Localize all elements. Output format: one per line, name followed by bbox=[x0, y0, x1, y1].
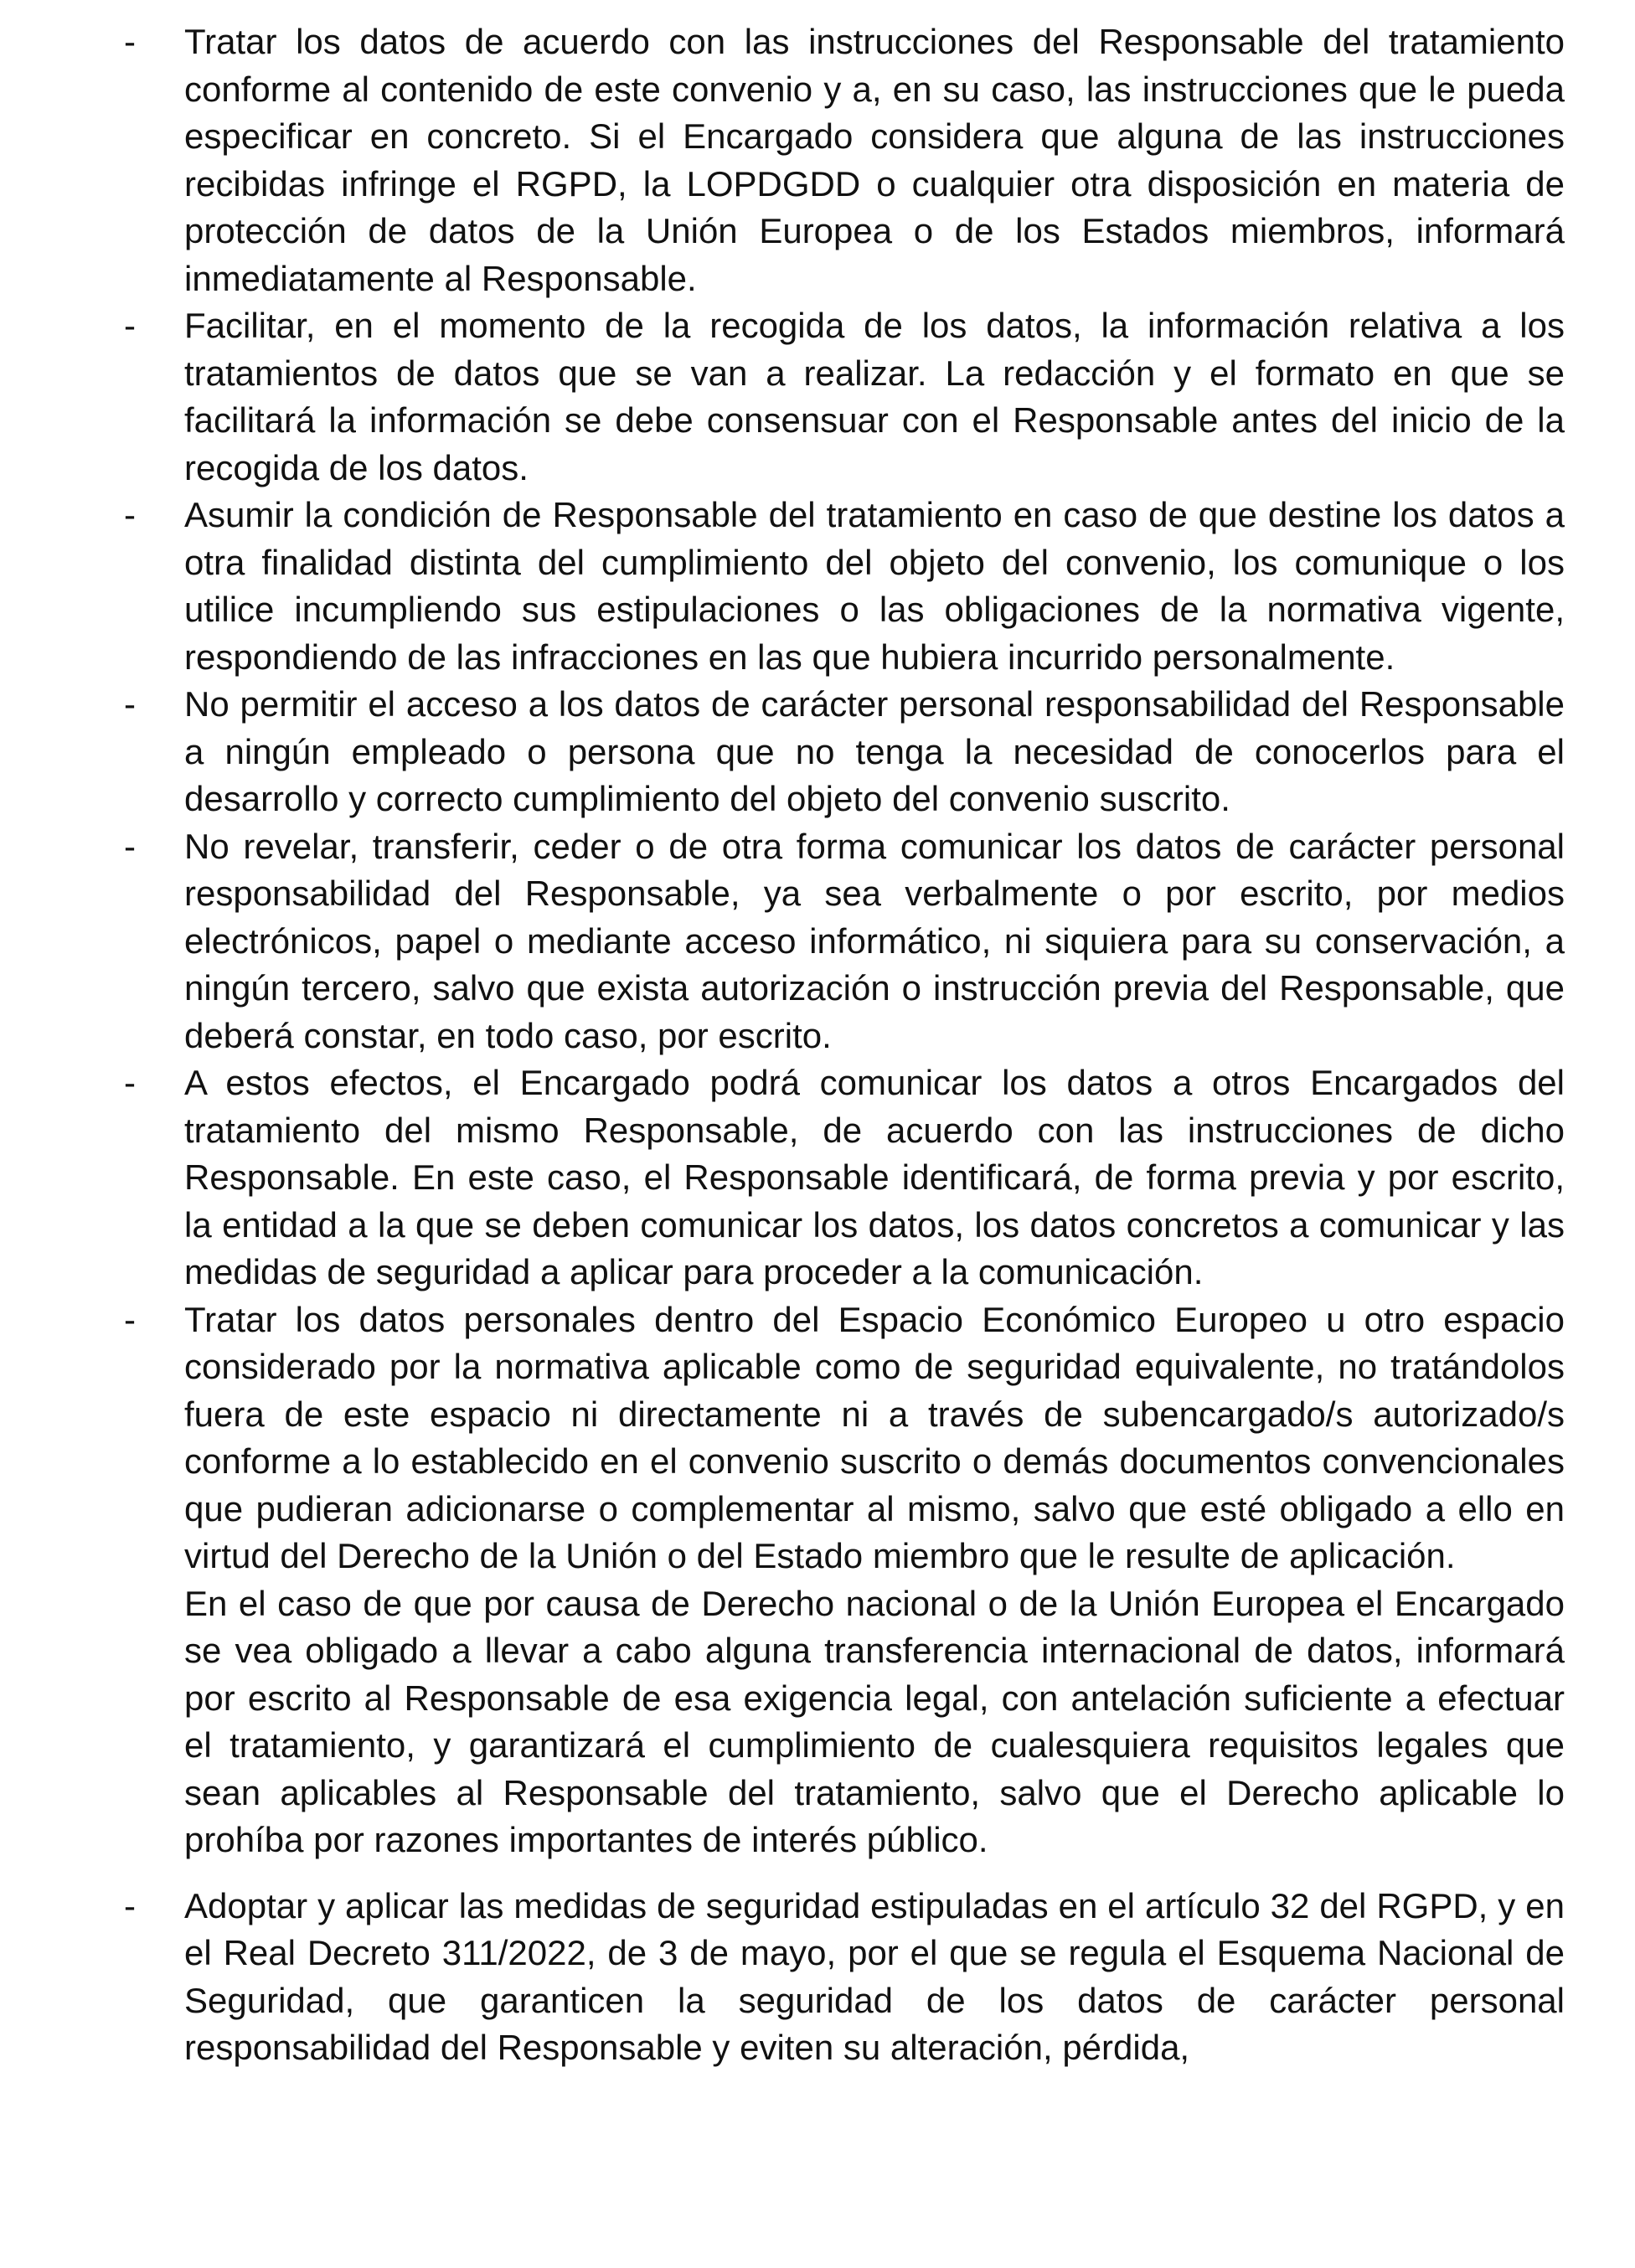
obligations-list bbox=[124, 18, 1565, 2072]
bullet-dash: - bbox=[124, 22, 136, 61]
bullet-dash: - bbox=[124, 684, 136, 724]
list-item bbox=[124, 823, 1565, 1060]
item-text: Tratar los datos de acuerdo con las instrucciones del Responsable del tratamiento conforme al contenido de este convenio y a, en su caso, las instrucciones que le pueda especificar en concreto. Si el Encargado considera que alguna de las instrucciones recibidas infringe el RGPD, la LOPDGDD o cualquier otra disposición en materia de protección de datos de la Unión Europea o de los Estados miembros, informará inmediatamente al Responsable. bbox=[184, 22, 1565, 298]
item-text: Adoptar y aplicar las medidas de seguridad estipuladas en el artículo 32 del RGPD, y en el Real Decreto 311/2022, de 3 de mayo, por el que se regula el Esquema Nacional de Seguridad, que garanticen la seguridad de los datos de carácter personal responsabilidad del Responsable y eviten su alteración, pérdida, bbox=[184, 1885, 1565, 2067]
item-text: Facilitar, en el momento de la recogida de los datos, la información relativa a los tratamientos de datos que se van a realizar. La redacción y el formato en que se facilitará la información se debe consensuar con el Responsable antes del inicio de la recogida de los datos. bbox=[184, 306, 1565, 487]
continuation-paragraph: En el caso de que por causa de Derecho nacional o de la Unión Europea el Encargado se vea obligado a llevar a cabo alguna transferencia internacional de datos, informará por escrito al Responsable de esa exigencia legal, con antelación suficiente a efectuar el tratamiento, y garantizará el cumplimiento de cualesquiera requisitos legales que sean aplicables al Responsable del tratamiento, salvo que el Derecho aplicable lo prohíba por razones importantes de interés público. bbox=[184, 1583, 1565, 1859]
list-item bbox=[124, 1296, 1565, 1580]
item-text: No revelar, transferir, ceder o de otra forma comunicar los datos de carácter personal responsabilidad del Responsable, ya sea verbalmente o por escrito, por medios electrónicos, papel o mediante acceso informático, ni siquiera para su conservación, a ningún tercero, salvo que exista autorización o instrucción previa del Responsable, que deberá constar, en todo caso, por escrito. bbox=[184, 826, 1565, 1055]
bullet-dash: - bbox=[124, 1885, 136, 1925]
bullet-dash: - bbox=[124, 306, 136, 345]
item-text: Asumir la condición de Responsable del tratamiento en caso de que destine los datos a otra finalidad distinta del cumplimiento del objeto del convenio, los comunique o los utilice incumpliendo sus estipulaciones o las obligaciones de la normativa vigente, respondiendo de las infracciones en las que hubiera incurrido personalmente. bbox=[184, 495, 1565, 677]
bullet-dash: - bbox=[124, 1299, 136, 1339]
item-text: A estos efectos, el Encargado podrá comunicar los datos a otros Encargados del tratamiento del mismo Responsable, de acuerdo con las instrucciones de dicho Responsable. En este caso, el Responsable identificará, de forma previa y por escrito, la entidad a la que se deben comunicar los datos, los datos concretos a comunicar y las medidas de seguridad a aplicar para proceder a la comunicación. bbox=[184, 1063, 1565, 1291]
list-item bbox=[124, 302, 1565, 492]
item-text: No permitir el acceso a los datos de carácter personal responsabilidad del Responsable a ningún empleado o persona que no tenga la necesidad de conocerlos para el desarrollo y correcto cumplimiento del objeto del convenio suscrito. bbox=[184, 684, 1565, 818]
bullet-dash: - bbox=[124, 495, 136, 534]
list-item bbox=[124, 18, 1565, 302]
bullet-dash: - bbox=[124, 826, 136, 866]
list-item bbox=[124, 1883, 1565, 2072]
item-text: Tratar los datos personales dentro del Espacio Económico Europeo u otro espacio considerado por la normativa aplicable como de seguridad equivalente, no tratándolos fuera de este espacio ni directamente ni a través de subencargado/s autorizado/s conforme a lo establecido en el convenio suscrito o demás documentos convencionales que pudieran adicionarse o complementar al mismo, salvo que esté obligado a ello en virtud del Derecho de la Unión o del Estado miembro que le resulte de aplicación. bbox=[184, 1299, 1565, 1575]
bullet-dash: - bbox=[124, 1063, 136, 1102]
list-item bbox=[124, 492, 1565, 681]
list-item bbox=[124, 681, 1565, 823]
list-item bbox=[124, 1059, 1565, 1296]
